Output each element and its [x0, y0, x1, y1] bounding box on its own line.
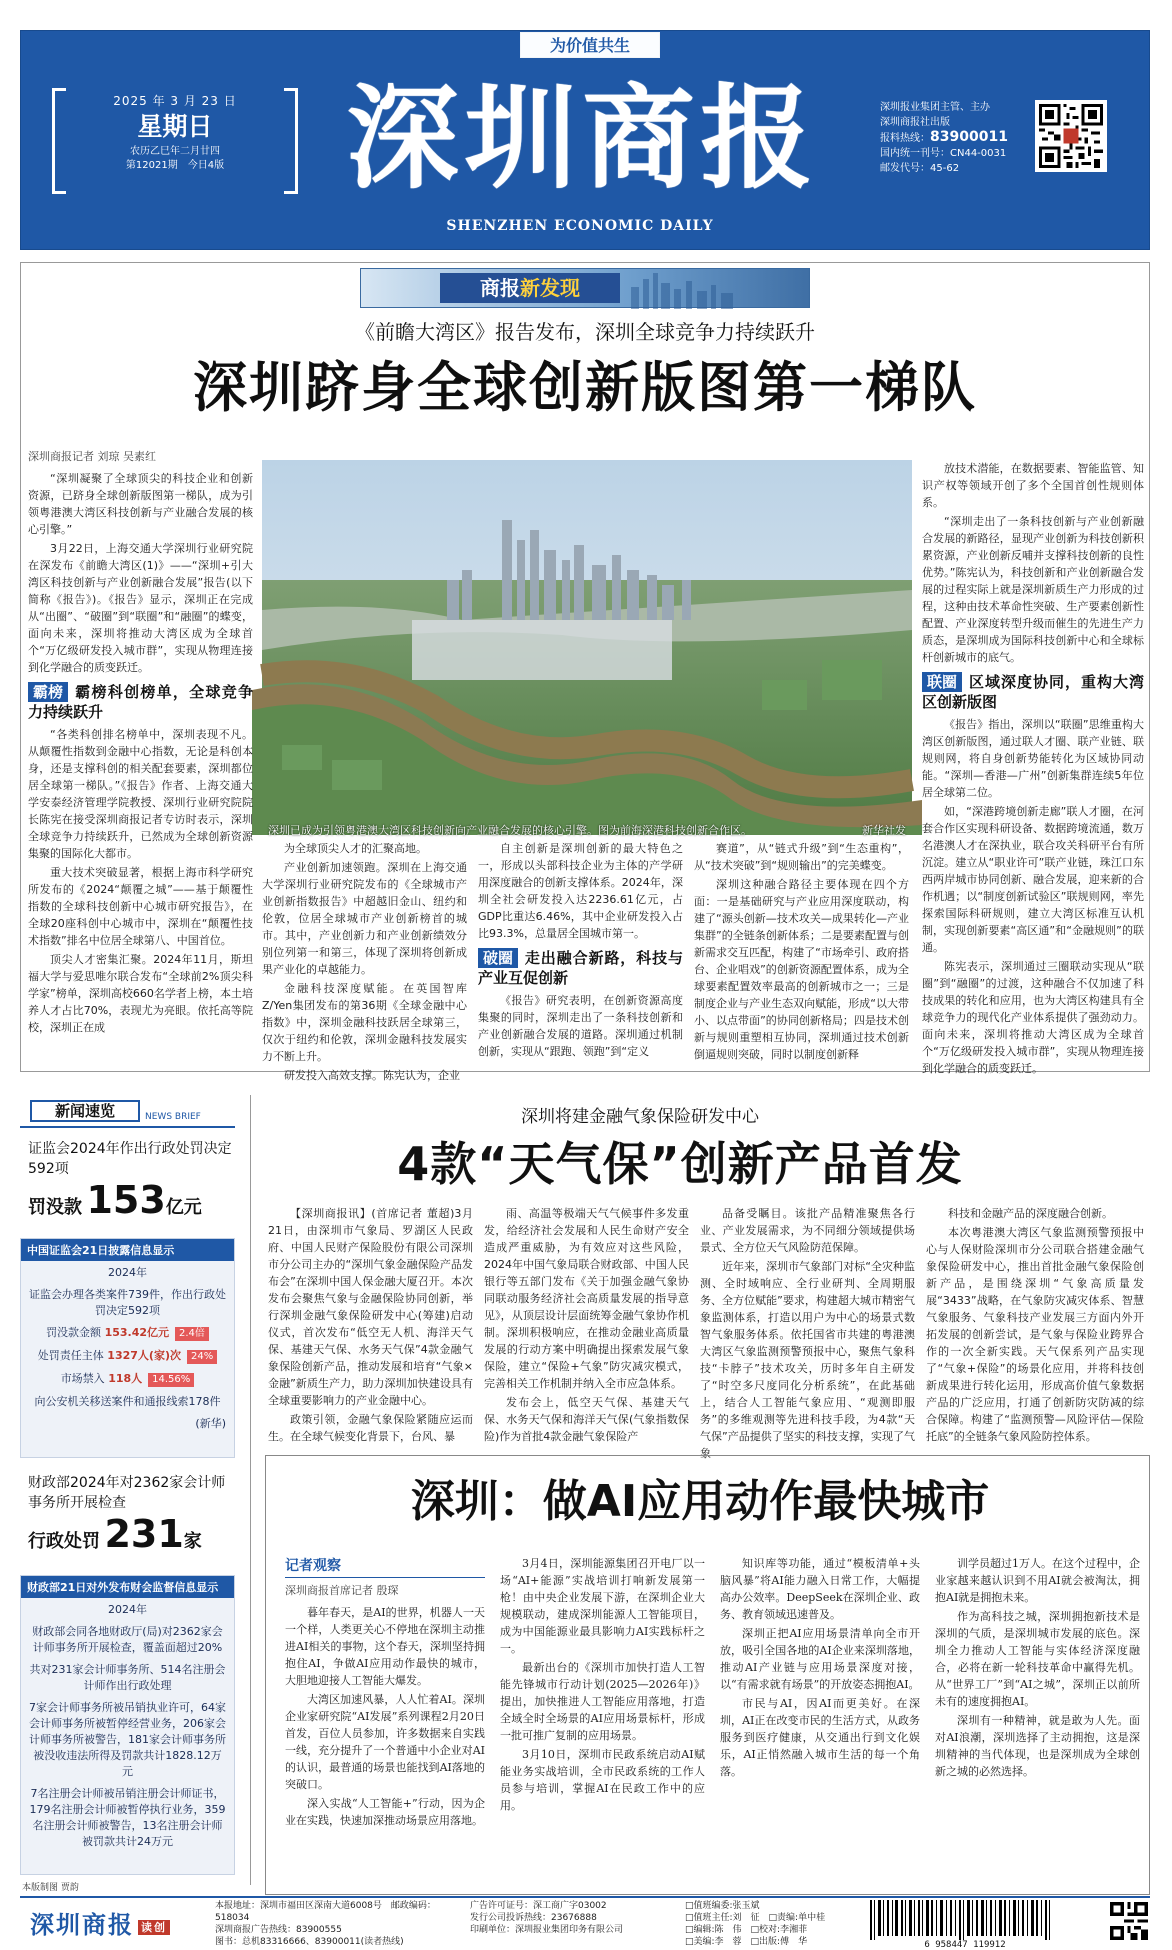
infobox-row: 证监会办理各类案件739件，作出行政处罚决定592项: [29, 1288, 226, 1317]
footer-tel1: 深圳商报广告热线：83900555: [215, 1925, 342, 1935]
photo-caption: [262, 822, 912, 838]
footer-complaint: 发行公司投诉热线：23676888: [470, 1913, 597, 1923]
lead-para: 重大技术突破显著，根据上海市科学研究所发布的《2024“颠覆之城”——基于颠覆性指数的全球科技创新中心城市研究报告》，在全球20座科创中心城市中，深圳在“颠覆性技术指数”排名中位居全球第八、中国首位。: [28, 866, 253, 947]
weather-col-3: [700, 1205, 915, 1460]
footer-editor: □美编:李 蓉 □出版:傅 华: [685, 1937, 808, 1947]
footer-tel2: 图书：总机83316666、83900011(读者热线): [215, 1937, 404, 1947]
brief-prefix: 行政处罚: [28, 1531, 100, 1552]
lead-para: 《报告》指出，深圳以“联圈”思维重构大湾区创新版图，通过联人才圈、联产业链、联规则网，将自身创新势能转化为区域协同动能。“深圳—香港—广州”创新集群连续5年位居全球第二位。: [922, 718, 1144, 799]
row-label: 罚没款金额: [46, 1326, 102, 1339]
lead-col-1: [28, 448, 253, 1068]
ai-para: 深圳有一种精神，就是敢为人先。面对AI浪潮，深圳选择了主动拥抱，这是深圳精神的当代体现，也是深圳成为全球创新之城的必然选择。: [935, 1714, 1140, 1778]
footer-qr-icon[interactable]: [1110, 1902, 1148, 1940]
footer-license-no: 广告许可证号：深工商广字03002: [470, 1901, 607, 1911]
publisher-info: [880, 100, 1025, 176]
lead-col-2: [262, 840, 467, 1082]
infobox-csrc: [20, 1238, 235, 1458]
row-bar: 14.56%: [148, 1373, 194, 1387]
weather-para: 近年来，深圳市气象部门对标“全灾种监测、全时域响应、全行业研判、全周期服务、全方位赋能”要求，构建超大城市精密气象监测体系，打造以用户为中心的场景式数智气象服务体系。依托国省市共建的粤港澳大湾区气象监测预警预报中心，聚焦气象科技“卡脖子”技术攻关，历时多年自主研发了“时空多尺度同化分析系统”，在此基础上，结合人工智能气象应用、“观测即服务”的多维观测等先进科技手段，为4款“天气保”产品提供了坚实的科技支撑，实现了气象: [700, 1260, 915, 1460]
lead-kicker: 《前瞻大湾区》报告发布，深圳全球竞争力持续跃升: [355, 320, 815, 344]
publisher-line1: 深圳报业集团主管、主办: [880, 102, 990, 113]
infobox-row: 共对231家会计师事务所、514名注册会计师作出行政处理: [29, 1663, 226, 1692]
lead-para: 深圳这种融合路径主要体现在四个方面：一是基础研究与产业应用深度联动，构建了“源头创新—技术攻关—成果转化—产业集群”的全链条创新体系；二是要素配置与创新需求交互匹配，构建了“市场牵引、政府搭台、企业唱戏”的创新资源配置体系，成为全球要素配置效率最高的创新城市之一；三是制度企业与产业生态双向赋能，形成“以大带小、以点带面”的协同创新格局；四是技术创新与规则重塑相互协同，深圳通过技术创新倒逼规则突破，同时以制度创新释: [694, 878, 909, 1061]
weather-para: 雨、高温等极端天气气候事件多发重发，给经济社会发展和人民生命财产安全造成严重威胁，为有效应对这些风险，2024年中国气象局联合财政部、中国人民银行等五部门发布《关于加强金融气象协同联动服务经济社会高质量发展的指导意见》，从顶层设计层面统筹金融气象协作机制。深圳积极响应，在推动金融业高质量发展的行动方案中明确提出探索发展气象保险，建立“保险+气象”防灾减灾模式，完善相关工作机制并纳入全市应急体系。: [484, 1207, 689, 1390]
news-brief-title-en: NEWS BRIEF: [145, 1112, 201, 1122]
section-prefix: 商报: [480, 276, 520, 300]
brief-item-2[interactable]: [28, 1472, 233, 1556]
lead-para: 《报告》研究表明，在创新资源高度集聚的同时，深圳走出了一条科技创新和产业创新融合发展的道路。深圳通过机制创新，实现从“跟跑、领跑”到“定义: [478, 994, 683, 1058]
lead-subhead: [478, 948, 683, 988]
ai-col-1: [285, 1582, 485, 1887]
infobox-row: 财政部会同各地财政厅(局)对2362家会计师事务所开展检查，覆盖面超过20%: [32, 1625, 223, 1654]
publisher-line2: 深圳商报社出版: [880, 117, 950, 128]
footer-license: [470, 1900, 670, 1936]
weather-para: 品备受瞩目。该批产品精准聚焦各行业、产业发展需求，为不同细分领域提供场景式、全方位天气风险防范保障。: [700, 1207, 915, 1254]
lead-photo: [262, 460, 912, 835]
brief-unit: 家: [183, 1531, 202, 1552]
row-label: 市场禁入: [60, 1372, 105, 1385]
lead-para: 赛道”，从“链式升级”到“生态重构”，从“技术突破”到“规则输出”的完美蝶变。: [694, 842, 909, 872]
infobox-year: 2024年: [108, 1266, 147, 1279]
ai-para: 暮年春天，是AI的世界，机器人一天一个样，人类更关心不停地在深圳主动推进AI相关的事物，这个春天，深圳坚持拥抱住AI，争做AI应用动作最快的城市，大胆地迎接人工智能大爆发。: [285, 1606, 485, 1687]
infobox-row: 7家会计师事务所被吊销执业许可，64家会计师事务所被暂停经营业务，206家会计师事务所被警告，181家会计师事务所被没收违法所得及罚款共计1828.12万元: [29, 1701, 226, 1778]
footer-logo-badge: 读创: [138, 1920, 170, 1935]
row-value: 1327人(家)次: [107, 1349, 181, 1362]
lead-headline[interactable]: 深圳跻身全球创新版图第一梯队: [193, 356, 977, 419]
weather-col-2: [484, 1205, 689, 1447]
lead-byline: 深圳商报记者 刘琼 吴素红: [28, 450, 156, 463]
brief-value: 153: [86, 1178, 166, 1222]
weather-para: 政策引领，金融气象保险紧随应运而生。在全球气候变化背景下，台风、暴: [268, 1413, 473, 1443]
weather-col-1: [268, 1205, 473, 1447]
ai-para: 3月4日，深圳能源集团召开电厂以一场“AI+能源”实战培训打响新发展第一枪！由中央企业发展下游，在深圳企业大规模联动，建成深圳能源人工智能项目，成为中国能源业最具影响力AI实践标杆之一。: [500, 1557, 705, 1655]
lead-para: 研发投入高效支撑。陈宪认为，企业: [284, 1069, 460, 1082]
lead-para: 陈宪表示，深圳通过三圈联动实现从“联圈”到“融圈”的过渡，这种融合不仅加速了科技成果的转化和应用，也为大湾区构建具有全球竞争力的现代化产业体系提供了强劲动力。面向未来，深圳将推动大湾区成为全球首个“万亿级研发投入城市群”，实现从物理连接到化学融合的质变跃迁。: [922, 960, 1144, 1075]
section-highlight: 新发现: [520, 276, 580, 300]
infobox-row: [21, 1344, 234, 1367]
row-value: 118人: [108, 1372, 143, 1385]
lead-para: “深圳凝聚了全球顶尖的科技企业和创新资源，已跻身全球创新版图第一梯队，成为引领粤港澳大湾区科技创新与产业融合发展的核心引擎。”: [28, 472, 253, 536]
lead-col-5: [922, 460, 1144, 1075]
lead-subhead: [28, 682, 253, 722]
bracket-left: [52, 88, 66, 194]
ai-para: 作为高科技之城，深圳拥抱新技术是深圳的气质，是深圳城市发展的底色。深圳全力推动人工智能与实体经济深度融合，必将在新一轮科技革命中赢得先机。从“世界工厂”到“AI之城”，深圳正以前所未有的速度拥抱AI。: [935, 1610, 1140, 1708]
lunar-date: 农历乙巳年二月廿四: [130, 146, 220, 157]
subhead-tag: 霸榜: [28, 682, 68, 702]
brief-text: 财政部2024年对2362家会计师事务所开展检查: [28, 1475, 226, 1511]
infobox-row: [21, 1321, 234, 1344]
aerial-city-image: [262, 460, 912, 835]
ai-headline[interactable]: 深圳：做AI应用动作最快城市: [410, 1476, 990, 1527]
tel-number: 83900011: [930, 129, 1008, 145]
issue-number: 第12021期 今日4版: [125, 160, 225, 171]
brief-prefix: 罚没款: [28, 1197, 82, 1218]
row-label: 处罚责任主体: [37, 1349, 104, 1362]
infobox-header: 中国证监会21日披露信息显示: [21, 1239, 234, 1261]
ai-col-3: [720, 1555, 920, 1887]
ai-para: 大湾区加速风暴，人人忙着AI。深圳企业家研究院“AI发展”系列课程2月20日首发，百位人员参加，许多数据来自实践一线，充分提升了一个普通中小企业对AI的认识，最普通的场景也能找到AI落地的突破口。: [285, 1693, 485, 1791]
chart-credit: 本版制图 贾韵: [22, 1883, 79, 1893]
weather-para: 本次粤港澳大湾区气象监测预警预报中心与人保财险深圳市分公司联合搭建金融气象保险研发中心，推出首批金融气象保险创新产品，是围绕深圳“气象高质量发展“3433”战略，在气象防灾减灾体系、智慧气象服务、气象科技产业发展三方面内外开拓发展的创新尝试，是气象与保险业跨界合作的一次全新实践。天气保系列产品实现了“气象+保险”的场景化应用，并将科技创新成果进行转化运用，形成高价值气象数据产品的广泛应用，打通了创新防灾防减的综合保障。构建了“监测预警—风险评估—保险托底”的全链条气象风险防控体系。: [926, 1226, 1144, 1443]
footer-editor: □编辑:陈 伟 □校对:李湘菲: [685, 1925, 808, 1935]
ai-byline: 深圳商报首席记者 殷琛: [285, 1584, 399, 1597]
infobox-source: (新华): [195, 1417, 226, 1430]
ai-para: 最新出台的《深圳市加快打造人工智能先锋城市行动计划(2025—2026年)》提出，加快推进人工智能应用落地，打造全域全时全场景的AI应用场景标杆，形成一批可推广复制的应用场景。: [500, 1661, 705, 1742]
lead-para: 为全球顶尖人才的汇聚高地。: [284, 842, 427, 855]
subhead-text: 区域深度协同，重构大湾区创新版图: [922, 673, 1144, 711]
subhead-tag: 联圈: [922, 672, 962, 692]
footer-editor: □值班主任:刘 征 □责编:单中桂: [685, 1913, 826, 1923]
news-brief-title: 新闻速览: [30, 1100, 140, 1122]
ai-para: 市民与AI，因AI而更美好。在深圳，AI正在改变市民的生活方式，从政务服务到医疗健康，从交通出行到文化娱乐，AI正悄然融入城市生活的每一个角落。: [720, 1697, 920, 1778]
date-block: [70, 92, 280, 192]
barcode-number: 6 958447 119912: [924, 1940, 1006, 1950]
footer-editors: [685, 1900, 855, 1948]
weekday: 星期日: [137, 112, 213, 141]
observer-label: 记者观察: [285, 1555, 485, 1578]
brief-value: 231: [104, 1512, 184, 1556]
lead-col-4: [694, 840, 909, 1065]
lead-para: “深圳走出了一条科技创新与产业创新融合发展的新路径，显现产业创新为科技创新积累资源，产业创新反哺并支撑科技创新的良性优势。”陈宪认为，科技创新和产业创新融合发展的过程实际上就是深圳新质生产力形成的过程，这种由技术革命性突破、生产要素创新性配置、产业深度转型升级而催生的先进生产力质态，是深圳成为国际科技创新中心和全球标杆创新城市的底气。: [922, 515, 1144, 664]
subhead-tag: 破圈: [478, 948, 518, 968]
infobox-row: 7名注册会计师被吊销注册会计师证书，179名注册会计师被暂停执行业务，359名注册会计师被警告，13名注册会计师被罚款共计24万元: [29, 1787, 226, 1848]
ai-col-4: [935, 1555, 1140, 1887]
footer-contact: [215, 1900, 465, 1948]
lead-para: 自主创新是深圳创新的最大特色之一，形成以头部科技企业为主体的产学研用深度融合的创新支撑体系。2024年，深圳全社会研发投入达2236.61亿元，占GDP比重达6.46%，其中企业研发投入占比93.3%，总量居全国城市第一。: [478, 842, 683, 940]
weather-kicker: 深圳将建金融气象保险研发中心: [521, 1107, 759, 1127]
lead-para: 放技术潜能，在数据要素、智能监管、知识产权等领域开创了多个全国首创性规则体系。: [922, 462, 1144, 509]
lead-para: 产业创新加速领跑。深圳在上海交通大学深圳行业研究院发布的《全球城市产业创新指数报告》中超越旧金山、纽约和伦敦，位居全球城市产业创新榜首的城市。其中，产业创新力和产业创新绩效分别位列第一和第三，体现了深圳将创新成果产业化的卓越能力。: [262, 861, 467, 976]
footer-editor: □值班编委:张玉斌: [685, 1901, 760, 1911]
lead-para: “各类科创排名榜单中，深圳表现不凡。从颠覆性指数到金融中心指数，无论是科创本身，还是支撑科创的相关配套要素，深圳都位居全球第一梯队。”《报告》作者、上海交通大学安泰经济管理学院教授、深圳行业研究院院长陈宪在接受深圳商报记者专访时表示，深圳全球竞争力持续跃升，已然成为全球创新资源集聚的国际化大都市。: [28, 728, 253, 860]
photo-credit: 新华社发: [862, 824, 906, 837]
ai-para: 深入实战“人工智能+”行动，因为企业在实践，快速加深推动场景应用落地。: [285, 1797, 485, 1827]
infobox-header: 财政部21日对外发布财会监督信息显示: [21, 1576, 234, 1598]
cn-code: 国内统一刊号：CN44-0031: [880, 148, 1007, 159]
weather-para: 科技和金融产品的深度融合创新。: [948, 1207, 1113, 1220]
ai-para: 知识库等功能，通过“模板清单+头脑风暴”将AI能力融入日常工作，大幅提高办公效率。DeepSeek在深圳企业、政务、教育领域迅速普及。: [720, 1557, 920, 1621]
post-code: 邮发代号：45-62: [880, 163, 960, 174]
weather-headline[interactable]: 4款“天气保”创新产品首发: [397, 1137, 963, 1191]
infobox-mof: [20, 1575, 235, 1875]
lead-para: 金融科技深度赋能。在英国智库Z/Yen集团发布的第36期《全球金融中心指数》中，深圳金融科技跃居全球第三，仅次于纽约和伦敦，深圳金融科技发展实力不断上升。: [262, 982, 467, 1063]
bracket-right: [284, 88, 298, 194]
ai-para: 深圳正把AI应用场景清单向全市开放，吸引全国各地的AI企业来深圳落地，推动AI产业链与应用场景深度对接，以“有需求就有场景”的开放姿态拥抱AI。: [720, 1627, 920, 1691]
row-bar: 24%: [187, 1350, 217, 1364]
newspaper-title-en: SHENZHEN ECONOMIC DAILY: [446, 218, 714, 234]
brief-item-1[interactable]: [28, 1138, 233, 1222]
brief-text: 证监会2024年作出行政处罚决定592项: [28, 1141, 232, 1177]
row-value: 153.42亿元: [104, 1326, 170, 1339]
weather-col-4: [926, 1205, 1144, 1447]
lead-col-3: [478, 840, 683, 1065]
tel-label: 报料热线：: [880, 133, 930, 144]
brief-unit: 亿元: [165, 1197, 202, 1218]
footer-logo-text: 深圳商报: [30, 1910, 134, 1939]
lead-para: 顶尖人才密集汇聚。2024年11月，斯坦福大学与爱思唯尔联合发布“全球前2%顶尖科学家”榜单，深圳高校660名学者上榜，本土培养人才占比70%，表现尤为亮眼。依托高等院校，深圳正在成: [28, 953, 253, 1034]
weather-para: 【深圳商报讯】(首席记者 董超)3月21日，由深圳市气象局、罗湖区人民政府、中国人民财产保险股份有限公司深圳市分公司主办的“深圳气象金融保险产品发布会”在深圳中国人保金融大厦召开。本次发布会聚焦气象与金融保险协同创新，举行深圳金融气象保险研发中心(筹建)启动仪式，首次发布“低空无人机、海洋天气保、基建天气保、水务天气保”4款金融气象保险创新产品，推动发展和培育“气象×金融”新质生产力，助力深圳加快建设具有全球重要影响力的产业金融中心。: [268, 1207, 473, 1407]
ai-para: 3月10日，深圳市民政系统启动AI赋能业务实战培训，全市民政系统的工作人员参与培训，掌握AI在民政工作中的应用。: [500, 1748, 705, 1812]
lead-para: 3月22日，上海交通大学深圳行业研究院在深发布《前瞻大湾区(1)》——“深圳+引大湾区科技创新与产业创新融合发展”报告(以下简称《报告》)。《报告》显示，深圳正在完成从“出圈”、“破圈”到“联圈”和“融圈”的蝶变，面向未来，深圳将推动大湾区成为全球首个“万亿级研发投入城市群”，实现从物理连接到化学融合的质变跃迁。: [28, 542, 253, 674]
section-title: [440, 273, 620, 303]
ai-para: 训学员超过1万人。在这个过程中，企业家越来越认识到不用AI就会被淘汰，拥抱AI就是拥抱未来。: [935, 1557, 1140, 1604]
infobox-row: [21, 1367, 234, 1390]
newspaper-title: 深圳商报: [346, 73, 819, 204]
footer-address: 本报地址：深圳市福田区深南大道6008号 邮政编码：518034: [215, 1901, 436, 1923]
footer-printer: 印刷单位：深圳报业集团印务有限公司: [470, 1925, 624, 1935]
infobox-year: 2024年: [108, 1603, 147, 1616]
barcode-icon: [860, 1900, 1070, 1940]
slogan: 为价值共生: [520, 32, 660, 58]
row-bar: 2.4倍: [175, 1327, 209, 1341]
lead-subhead: [922, 672, 1144, 712]
issue-date: 2025 年 3 月 23 日: [113, 94, 237, 108]
ai-col-2: [500, 1555, 705, 1887]
caption-text: 深圳已成为引领粤港澳大湾区科技创新向产业融合发展的核心引擎。图为前海深港科技创新合作区。: [268, 824, 752, 837]
subhead-text: 走出融合新路，科技与产业互促创新: [478, 949, 683, 987]
column-divider: [250, 1095, 251, 1885]
subhead-text: 霸榜科创榜单，全球竞争力持续跃升: [28, 683, 253, 721]
footer-logo: [30, 1905, 195, 1937]
weather-para: 发布会上，低空天气保、基建天气保、水务天气保和海洋天气保(气象指数保险)作为首批4款金融气象保险产: [484, 1396, 689, 1443]
lead-para: 如，“深港跨境创新走廊”联人才圈，在河套合作区实现科研设备、数据跨境流通，数万名港澳人才在深执业，联合攻关科研平台有所沉淀。建立从“职业许可”联产业链，珠江口东西两岸城市协同创新、融合发展，迎来新的合作机遇；以“制度创新试验区”联规则网，率先探索国际科研规则，建立大湾区标准互认机制，实现创新要素“高区通”和“金融规则”的联通。: [922, 805, 1144, 954]
qr-code-icon[interactable]: [1035, 100, 1107, 172]
infobox-foot: 向公安机关移送案件和通报线索178件: [34, 1395, 221, 1408]
